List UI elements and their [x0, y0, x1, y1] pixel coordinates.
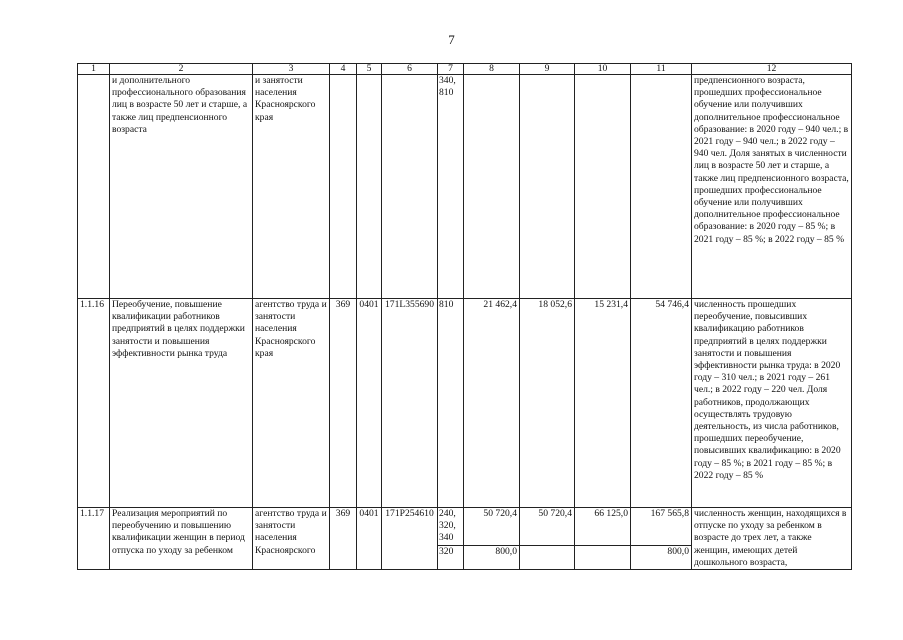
- cell-expected-result: предпенсионного возраста, прошедших профессиональное обучение или получивших дополнительное профессиональное образование: в 2020 году – 940 чел.; в 2021 году – 940 чел.; в 2022 году – 940 чел. Доля занятых в численности лиц в возрасте 50 лет и старше, а также лиц предпенсионного возраста, прошедших профессиональное обучение или получивших дополнительное профессиональное образование: в 2020 году – 85 %; в 2021 году – 85 %; в 2022 году – 85 %: [692, 75, 852, 299]
- cell-budget-code-csr: [382, 75, 438, 299]
- cell-budget-code-rzpr: 0401: [357, 508, 382, 570]
- column-number: 5: [357, 64, 382, 75]
- cell-item-number: 1.1.17: [78, 508, 110, 570]
- cell-item-number: 1.1.16: [78, 299, 110, 508]
- cell-amount-2021: [520, 75, 575, 299]
- cell-activity-name: Реализация мероприятий по переобучению и повышению квалификации женщин в период отпуска по уходу за ребенком: [110, 508, 253, 570]
- cell-amount-total: 800,0: [631, 546, 692, 570]
- cell-activity-name: и дополнительного профессионального образования лиц в возрасте 50 лет и старше, а также лиц предпенсионного возраста: [110, 75, 253, 299]
- cell-item-number: [78, 75, 110, 299]
- cell-amount-2020: [464, 75, 520, 299]
- cell-amount-2020: 50 720,4: [464, 508, 520, 546]
- cell-responsible-agency: агентство труда и занятости населения Красноярского края: [253, 299, 330, 508]
- cell-amount-2020: 21 462,4: [464, 299, 520, 508]
- table-row-continuation: [78, 75, 852, 299]
- cell-budget-code-grbs: [330, 75, 357, 299]
- cell-expected-result: численность женщин, находящихся в отпуске по уходу за ребенком в возрасте до трех лет, а также женщин, имеющих детей дошкольного возраста,: [692, 508, 852, 570]
- cell-amount-2020: 800,0: [464, 546, 520, 570]
- cell-budget-code-rzpr: 0401: [357, 299, 382, 508]
- cell-responsible-agency: агентство труда и занятости населения Красноярского: [253, 508, 330, 570]
- column-number: 7: [438, 64, 464, 75]
- cell-amount-total: 167 565,8: [631, 508, 692, 546]
- cell-budget-code-rzpr: [357, 75, 382, 299]
- cell-budget-code-vr: 320: [438, 546, 464, 570]
- page-number: 7: [448, 32, 455, 47]
- cell-activity-name: Переобучение, повышение квалификации работников предприятий в целях поддержки занятости и повышения эффективности рынка труда: [110, 299, 253, 508]
- cell-budget-code-vr: 240, 320, 340: [438, 508, 464, 546]
- cell-amount-2022: [575, 546, 631, 570]
- column-number: 1: [78, 64, 110, 75]
- cell-budget-code-vr: 810: [438, 299, 464, 508]
- cell-budget-code-csr: 171P254610: [382, 508, 438, 570]
- cell-amount-2022: 15 231,4: [575, 299, 631, 508]
- column-number: 2: [110, 64, 253, 75]
- table-row-1-1-17: [78, 508, 852, 546]
- cell-amount-2022: [575, 75, 631, 299]
- column-number: 12: [692, 64, 852, 75]
- column-number: 4: [330, 64, 357, 75]
- column-number: 11: [631, 64, 692, 75]
- cell-amount-2021: 18 052,6: [520, 299, 575, 508]
- column-number: 6: [382, 64, 438, 75]
- cell-budget-code-grbs: 369: [330, 299, 357, 508]
- column-number: 3: [253, 64, 330, 75]
- column-number: 10: [575, 64, 631, 75]
- cell-budget-code-csr: 171L355690: [382, 299, 438, 508]
- cell-budget-code-grbs: 369: [330, 508, 357, 570]
- table-row-1-1-16: [78, 299, 852, 508]
- cell-budget-code-vr: 340, 810: [438, 75, 464, 299]
- column-number: 9: [520, 64, 575, 75]
- cell-amount-2021: 50 720,4: [520, 508, 575, 546]
- cell-expected-result: численность прошедших переобучение, повысивших квалификацию работников предприятий в целях поддержки занятости и повышения эффективности рынка труда: в 2020 году – 310 чел.; в 2021 году – 261 чел.; в 2022 году – 220 чел. Доля работников, продолжающих осуществлять трудовую деятельность, из числа работников, прошедших переобучение, повысивших квалификацию: в 2020 году – 85 %; в 2021 году – 85 %; в 2022 году – 85 %: [692, 299, 852, 508]
- column-number: 8: [464, 64, 520, 75]
- cell-amount-total: [631, 75, 692, 299]
- program-activities-table: [77, 63, 852, 570]
- cell-amount-2022: 66 125,0: [575, 508, 631, 546]
- cell-amount-total: 54 746,4: [631, 299, 692, 508]
- cell-amount-2021: [520, 546, 575, 570]
- column-number-row: [78, 64, 852, 75]
- cell-responsible-agency: и занятости населения Красноярского края: [253, 75, 330, 299]
